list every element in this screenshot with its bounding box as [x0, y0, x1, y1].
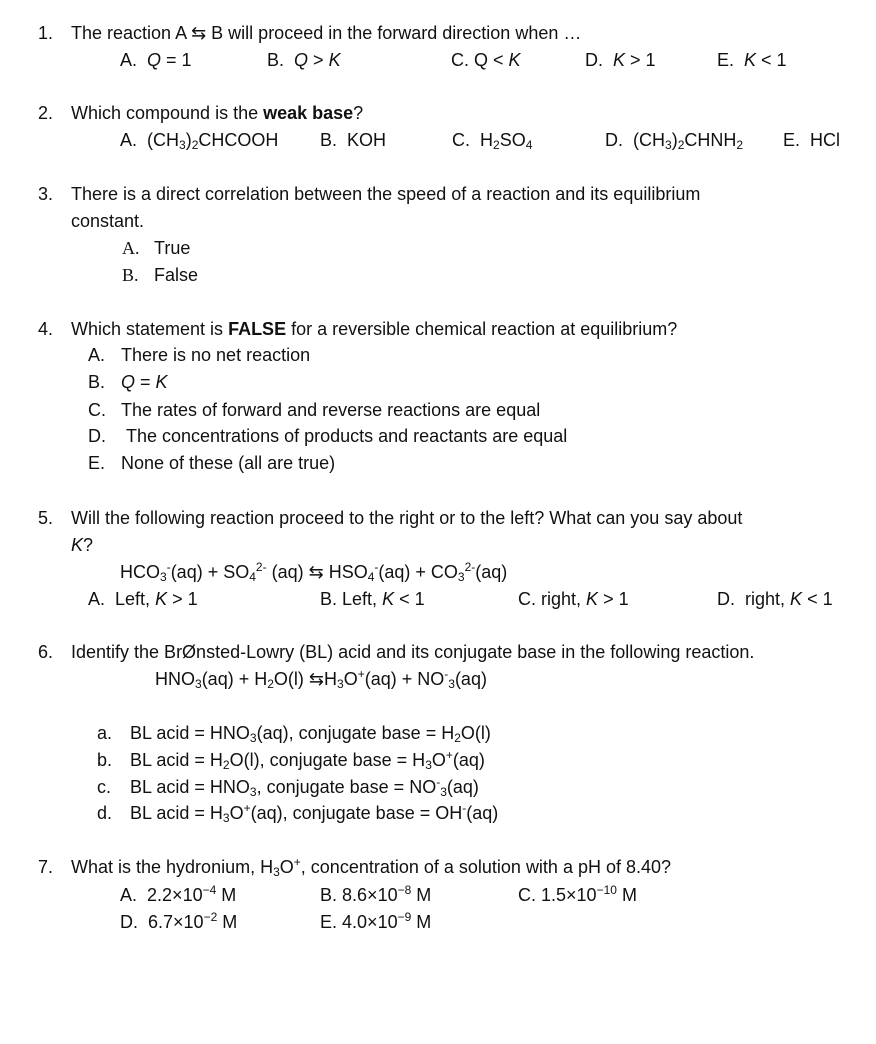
question-stem: What is the hydronium, $H_3O^+$, concentration of a solution with a pH of 8.40? [71, 855, 672, 879]
reversible-arrow-icon: ⇆ [191, 23, 207, 43]
option-e-letter: E. [88, 453, 106, 473]
option-b-letter: B. [88, 372, 106, 392]
question-stem: Which statement is FALSE for a reversible chemical reaction at equilibrium? [71, 319, 678, 339]
question-stem: Identify the BrØnsted-Lowry (BL) acid and its conjugate base in the following reaction. [71, 642, 755, 662]
option-a-text: BL acid = $HNO_3(aq)$, conjugate base = $H_2O(l)$ [130, 723, 491, 745]
reversible-arrow-icon: ⇆ [308, 562, 324, 582]
option-a: A. $(CH_3)_2CHCOOH$ [120, 130, 279, 152]
option-c: C. right, K > 1 [518, 589, 629, 609]
option-b: B. Q > K [267, 50, 341, 70]
option-c-text: BL acid = $HNO_3$, conjugate base = $NO^-_3(aq)$ [130, 775, 479, 799]
option-e-text: None of these (all are true) [121, 453, 336, 473]
option-e: E. HCl [783, 130, 841, 150]
option-a: A. Q = 1 [120, 50, 192, 70]
option-b-letter: b. [97, 750, 113, 770]
option-d: D. $(CH_3)_2CHNH_2$ [605, 130, 744, 152]
question-stem: The reaction A ⇆ B will proceed in the forward direction when … [71, 23, 582, 43]
option-a: A. Left, K > 1 [88, 589, 198, 609]
option-b-letter: B. [122, 265, 139, 285]
question-stem-line-2: constant. [71, 211, 145, 231]
option-c: C. $1.5\times 10^{-10}$ M [518, 883, 637, 905]
option-a-letter: a. [97, 723, 113, 743]
option-a-letter: A. [122, 238, 140, 258]
option-d-text: The concentrations of products and reactants are equal [126, 426, 568, 446]
question-number: 1. [38, 23, 54, 43]
question-stem-line-2: K? [71, 535, 94, 555]
question-number: 5. [38, 508, 54, 528]
question-stem: Which compound is the weak base? [71, 103, 364, 123]
option-b: B. $8.6\times 10^{-8}$ M [320, 883, 432, 905]
reversible-arrow-icon: ⇆ [308, 669, 324, 689]
question-stem-line-1: There is a direct correlation between the speed of a reaction and its equilibrium [71, 184, 701, 204]
option-a-text: True [154, 238, 191, 258]
option-c-letter: C. [88, 400, 106, 420]
option-b-text: Q = K [121, 372, 168, 392]
question-number: 7. [38, 857, 54, 877]
option-c: C. Q < K [451, 50, 521, 70]
option-d: D. right, K < 1 [717, 589, 833, 609]
option-a-letter: A. [88, 345, 106, 365]
question-number: 6. [38, 642, 54, 662]
option-c-letter: c. [97, 777, 112, 797]
question-number: 3. [38, 184, 54, 204]
reaction-equation: $HNO_3(aq) + H_2O(l)$ $⇆H_3O^+(aq) + NO^-_3(aq)$ [155, 667, 487, 691]
option-e: E. $4.0\times 10^{-9}$ M [320, 910, 432, 932]
option-d: D. $6.7\times 10^{-2}$ M [120, 910, 238, 932]
option-d: D. K > 1 [585, 50, 656, 70]
question-stem-line-1: Will the following reaction proceed to the right or to the left? What can you say about [71, 508, 743, 528]
option-b: B. Left, K < 1 [320, 589, 425, 609]
option-b: B. KOH [320, 130, 387, 150]
option-c-text: The rates of forward and reverse reactions are equal [121, 400, 541, 420]
option-b-text: BL acid = $H_2O(l)$, conjugate base = $H_3O^+(aq)$ [130, 748, 485, 772]
option-a: A. $2.2\times 10^{-4}$ M [120, 883, 237, 905]
option-c: C. $H_2SO_4$ [452, 130, 533, 152]
option-d-letter: D. [88, 426, 106, 446]
question-number: 4. [38, 319, 54, 339]
option-e: E. K < 1 [717, 50, 787, 70]
option-d-text: BL acid = $H_3O^+(aq)$, conjugate base = OH-(aq) [130, 801, 499, 825]
option-b-text: False [154, 265, 199, 285]
option-d-letter: d. [97, 803, 113, 823]
option-a-text: There is no net reaction [121, 345, 311, 365]
reaction-equation: $HCO_3^-(aq) + SO_4^{2-}$ (aq) ⇆ $HSO_4^-(aq) + CO_3^{2-}(aq)$ [120, 560, 508, 584]
question-number: 2. [38, 103, 54, 123]
